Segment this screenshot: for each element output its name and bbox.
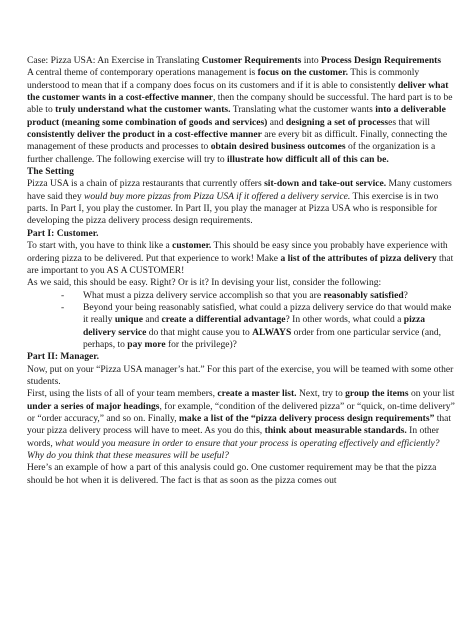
part2-paragraph-3: Here’s an example of how a part of this analysis could go. One customer requirement may be that the pizza should be hot when it is delivered. The fact is that as soon as the pizza comes out: [27, 462, 437, 486]
part2-paragraph-1: Now, put on your “Pizza USA manager’s hat.” For this part of the exercise, you will be teamed with some other students.: [27, 363, 454, 387]
setting-paragraph: Pizza USA is a chain of pizza restaurants that currently offers sit-down and take-out service. Many customers have said they would buy more pizzas from Pizza USA if it offered a delivery service. This exercise is in two parts. In Part I, you play the customer. In Part II, you play the manager at Pizza USA who is responsible for developing the pizza delivery process design requirements.: [27, 178, 452, 227]
section-heading-part2: Part II: Manager.: [27, 351, 100, 363]
part1-paragraph-2: As we said, this should be easy. Right? Or is it? In devising your list, consider the following:: [27, 277, 382, 289]
list-item: - Beyond your being reasonably satisfied, what could a pizza delivery service do that would make it really unique and create a differential advantage? In other words, what could a pizza delivery service do that might cause you to ALWAYS order from one particular service (and, perhaps, to pay more for the privilege)?: [27, 302, 458, 351]
list-item: - What must a pizza delivery service accomplish so that you are reasonably satisfied?: [27, 290, 458, 302]
intro-paragraph: A central theme of contemporary operations management is focus on the customer. This is commonly understood to mean that if a company does focus on its customers and if it is able to consistently deliver what the customer wants in a cost-effective manner, then the company should be successful. The hard part is to be able to truly understand what the customer wants. Translating what the customer wants into a deliverable product (meaning some combination of goods and services) and designing a set of processes that will consistently deliver the product in a cost-effective manner are every bit as difficult. Finally, connecting the management of these products and processes to obtain desired business outcomes of the organization is a further challenge. The following exercise will try to illustrate how difficult all of this can be.: [27, 67, 453, 165]
section-heading-setting: The Setting: [27, 166, 74, 178]
part1-list: [27, 290, 458, 352]
part1-paragraph-1: To start with, you have to think like a customer. This should be easy since you probably have experience with ordering pizza to be delivered. Put that experience to work! Make a list of the attributes of pizza delivery that are important to you AS A CUSTOMER!: [27, 240, 454, 276]
part2-paragraph-2: First, using the lists of all of your team members, create a master list. Next, try to group the items on your list under a series of major headings, for example, “condition of the delivered pizza” or “quick, on-time delivery” or “order accuracy,” and so on. Finally, make a list of the “pizza delivery process design requirements” that your pizza delivery process will have to meet. As you do this, think about measurable standards. In other words, what would you measure in order to ensure that your process is operating effectively and efficiently? Why do you think that these measures will be useful?: [27, 388, 455, 461]
section-heading-part1: Part I: Customer.: [27, 227, 99, 239]
document-title: Case: Pizza USA: An Exercise in Translating Customer Requirements into Process Design Requirements: [27, 55, 442, 66]
